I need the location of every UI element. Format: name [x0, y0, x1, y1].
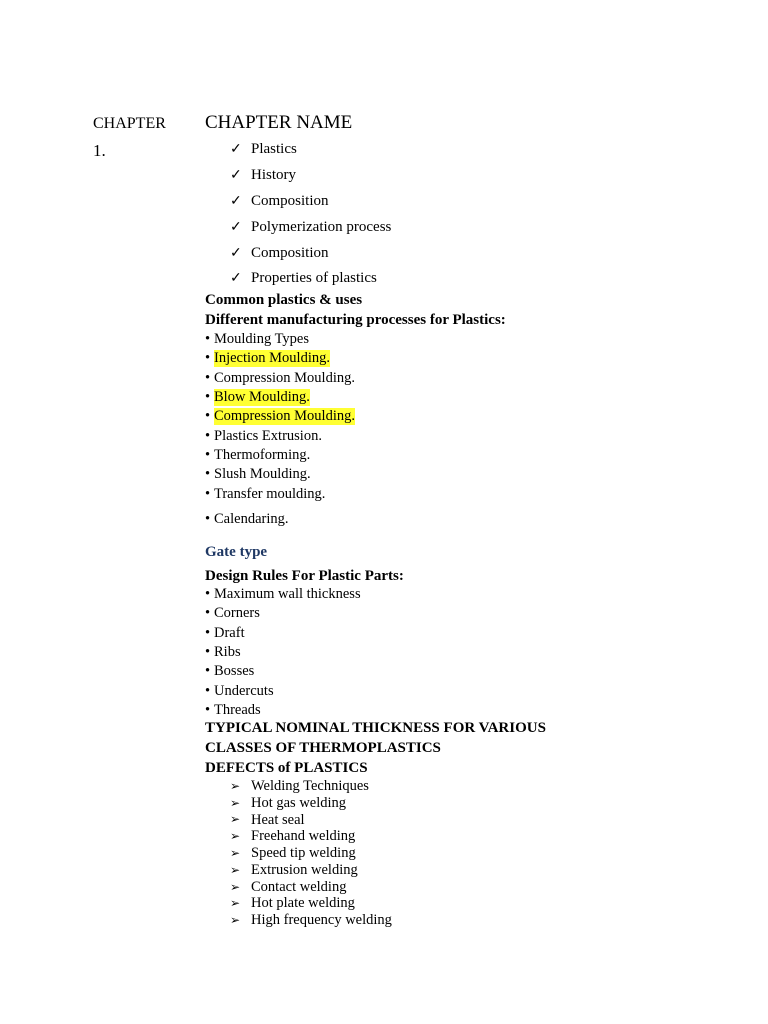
arrow-icon: ➢ — [230, 829, 241, 844]
list-item: • Calendaring. — [205, 510, 289, 527]
check-icon: ✓ — [230, 245, 242, 261]
list-item: ➢ Welding Techniques — [230, 777, 369, 794]
bullet-icon: • — [205, 510, 211, 527]
list-item: • Compression Moulding. — [205, 369, 355, 386]
list-item: • Corners — [205, 605, 260, 622]
arrow-icon: ➢ — [230, 846, 241, 861]
list-item: ✓ Plastics — [230, 141, 297, 158]
list-item: • Undercuts — [205, 682, 274, 699]
arrow-icon: ➢ — [230, 896, 241, 911]
manufacturing-heading: Different manufacturing processes for Plastics: — [205, 312, 506, 328]
list-item: • Ribs — [205, 644, 241, 661]
list-item: • Blow Moulding. — [205, 389, 310, 406]
list-item: • Maximum wall thickness — [205, 586, 361, 603]
arrow-icon: ➢ — [230, 913, 241, 928]
bullet-icon: • — [205, 446, 211, 463]
bullet-icon: • — [205, 369, 211, 386]
check-icon: ✓ — [230, 219, 242, 235]
common-plastics-heading: Common plastics & uses — [205, 292, 363, 308]
list-item: • Threads — [205, 701, 261, 718]
list-item: ✓ Polymerization process — [230, 218, 392, 235]
list-item: ✓ Composition — [230, 244, 329, 261]
list-item: • Draft — [205, 624, 245, 641]
list-item: • Slush Moulding. — [205, 466, 311, 483]
list-item: • Plastics Extrusion. — [205, 427, 322, 444]
check-icon: ✓ — [230, 168, 242, 184]
check-icon: ✓ — [230, 142, 242, 158]
manufacturing-list — [205, 330, 355, 529]
bullet-icon: • — [205, 605, 211, 622]
bullet-icon: • — [205, 701, 211, 718]
bullet-icon: • — [205, 408, 211, 425]
list-item: ✓ History — [230, 167, 296, 184]
bullet-icon: • — [205, 682, 211, 699]
defects-heading: DEFECTS of PLASTICS — [205, 760, 368, 776]
bullet-icon: • — [205, 624, 211, 641]
bullet-icon: • — [205, 644, 211, 661]
arrow-icon: ➢ — [230, 778, 241, 793]
list-item: ➢ Heat seal — [230, 811, 305, 828]
list-item: ➢ Speed tip welding — [230, 845, 356, 862]
gate-type-heading: Gate type — [205, 544, 268, 560]
arrow-icon: ➢ — [230, 879, 241, 894]
list-item: ➢ Contact welding — [230, 878, 347, 895]
list-item: ➢ Hot gas welding — [230, 794, 347, 811]
list-item: • Bosses — [205, 663, 255, 680]
chapter-name: CHAPTER NAME — [205, 112, 353, 133]
design-rules-list — [205, 585, 361, 720]
check-icon: ✓ — [230, 193, 242, 209]
check-icon: ✓ — [230, 271, 242, 287]
list-item: • Transfer moulding. — [205, 485, 326, 502]
topic-checklist — [230, 137, 391, 292]
bullet-icon: • — [205, 427, 211, 444]
bullet-icon: • — [205, 350, 211, 367]
list-item: ✓ Properties of plastics — [230, 270, 377, 287]
bullet-icon: • — [205, 466, 211, 483]
bullet-icon: • — [205, 331, 211, 348]
list-item: • Thermoforming. — [205, 446, 311, 463]
arrow-icon: ➢ — [230, 812, 241, 827]
list-item: • Injection Moulding. — [205, 350, 330, 367]
bullet-icon: • — [205, 663, 211, 680]
list-item: ✓ Composition — [230, 192, 329, 209]
arrow-icon: ➢ — [230, 862, 241, 877]
nominal-thickness-heading-line-1: TYPICAL NOMINAL THICKNESS FOR VARIOUS — [205, 720, 546, 736]
design-rules-heading: Design Rules For Plastic Parts: — [205, 568, 404, 584]
welding-list — [230, 778, 392, 929]
bullet-icon: • — [205, 586, 211, 603]
list-item: ➢ Freehand welding — [230, 828, 356, 845]
arrow-icon: ➢ — [230, 795, 241, 810]
list-item: ➢ Hot plate welding — [230, 895, 355, 912]
chapter-label: CHAPTER — [93, 115, 166, 132]
nominal-thickness-heading-line-2: CLASSES OF THERMOPLASTICS — [205, 740, 441, 756]
bullet-icon: • — [205, 485, 211, 502]
list-item: • Compression Moulding. — [205, 408, 355, 425]
bullet-icon: • — [205, 389, 211, 406]
list-item: • Moulding Types — [205, 331, 309, 348]
chapter-number: 1. — [93, 141, 106, 160]
list-item: ➢ High frequency welding — [230, 912, 392, 929]
list-item: ➢ Extrusion welding — [230, 861, 358, 878]
